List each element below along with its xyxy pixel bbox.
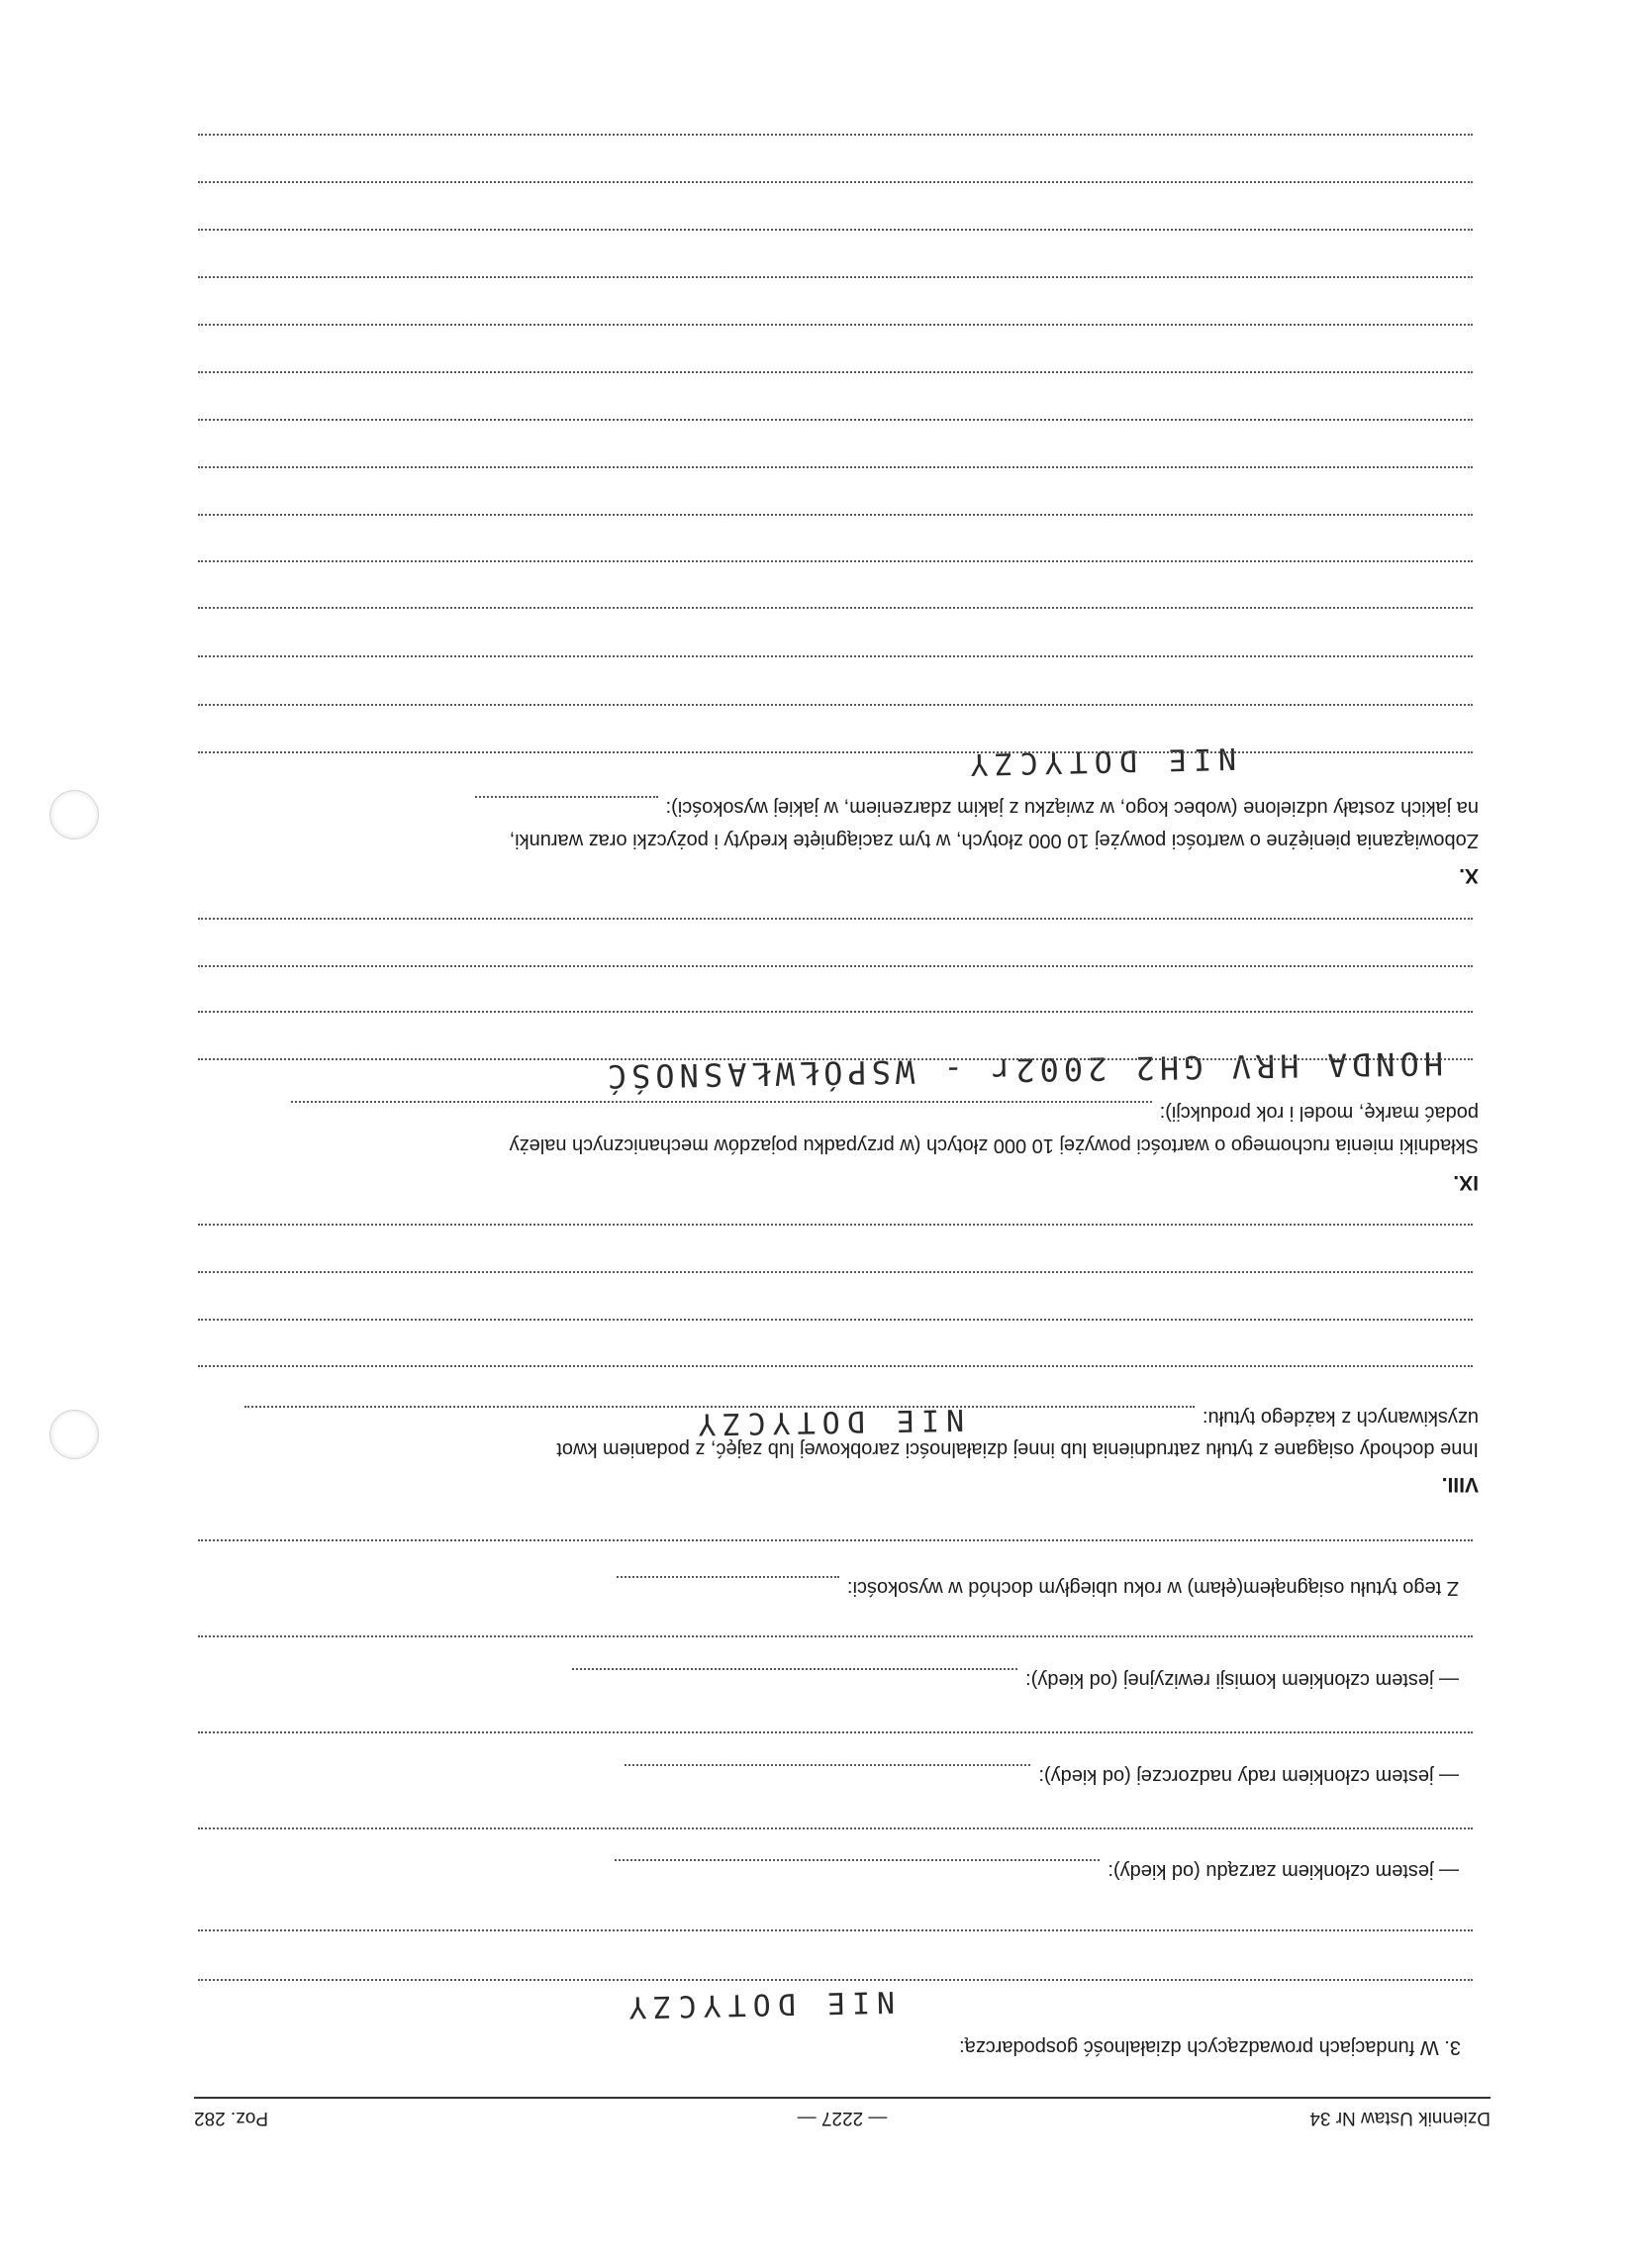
dotted-line xyxy=(198,918,1473,920)
dotted-line xyxy=(198,704,1473,706)
page-header xyxy=(194,2097,1491,2134)
section-ix-line1: Składniki mienia ruchomego o wartości powyżej 10 000 złotych (w przypadku pojazdów mechanicznych należy xyxy=(509,1134,1479,1156)
income-label: Z tego tytułu osiągnąłem(ęłam) w roku ubiegłym dochód w wysokości: xyxy=(846,1577,1459,1599)
audit-committee-text xyxy=(572,1668,1459,1692)
dotted-line xyxy=(198,1224,1473,1226)
dotted-line xyxy=(198,1011,1473,1013)
dotted-line xyxy=(198,1929,1473,1931)
dotted-line xyxy=(198,324,1473,326)
handwritten-answer: NIE DOTYCZY xyxy=(622,1984,896,2024)
section-ix-title: IX. xyxy=(1453,1171,1479,1194)
dotted-leader xyxy=(475,796,658,816)
punch-hole xyxy=(49,1410,99,1459)
section-viii-line2-text: uzyskiwanych z każdego tytułu: xyxy=(1202,1407,1479,1429)
supervisory-board-label: — jestem członkiem rady nadzorczej (od kiedy): xyxy=(1038,1765,1459,1787)
section-x-title: X. xyxy=(1459,864,1479,887)
dotted-line xyxy=(198,965,1473,967)
supervisory-board-text xyxy=(625,1764,1459,1788)
dotted-line xyxy=(198,419,1473,421)
dotted-line xyxy=(198,1827,1473,1829)
position-number: Poz. 282 xyxy=(194,2108,268,2128)
dotted-line xyxy=(198,1319,1473,1321)
income-text xyxy=(617,1576,1459,1600)
dotted-line xyxy=(198,607,1473,609)
dotted-leader xyxy=(291,1101,1152,1121)
management-board-text xyxy=(615,1859,1459,1883)
section-ix-line2 xyxy=(291,1101,1479,1125)
dotted-line xyxy=(198,1731,1473,1733)
dotted-line xyxy=(198,1058,1473,1060)
dotted-leader xyxy=(617,1576,839,1596)
item-3-text: 3. W fundacjach prowadzących działalność gospodarczą: xyxy=(959,2036,1461,2058)
dotted-line xyxy=(198,1635,1473,1637)
handwritten-answer: NIE DOTYCZY xyxy=(691,1402,965,1441)
handwritten-answer: NIE DOTYCZY xyxy=(962,740,1237,782)
dotted-leader xyxy=(625,1764,1030,1784)
section-x-line1: Zobowiązania pieniężne o wartości powyżej 10 000 złotych, w tym zaciągnięte kredyty i pożyczki oraz warunki, xyxy=(509,830,1479,851)
dotted-line xyxy=(198,1539,1473,1541)
dotted-line xyxy=(198,1365,1473,1367)
dotted-line xyxy=(198,514,1473,516)
dotted-line xyxy=(198,751,1473,753)
section-ix-line2-text: podać markę, model i rok produkcji): xyxy=(1159,1102,1479,1124)
management-board-label: — jestem członkiem zarządu (od kiedy): xyxy=(1107,1860,1459,1882)
section-viii-line1: Inne dochody osiągane z tytułu zatrudnienia lub innej działalności zarobkowej lub zajęć, z podaniem kwot xyxy=(556,1438,1479,1460)
dotted-line xyxy=(198,276,1473,278)
dotted-line xyxy=(198,466,1473,468)
dotted-leader xyxy=(615,1859,1100,1879)
dotted-line xyxy=(198,181,1473,183)
dotted-line xyxy=(198,1271,1473,1273)
dotted-line xyxy=(198,560,1473,562)
dotted-line xyxy=(198,1979,1473,1981)
handwritten-answer: HONDA HRV GH2 2002r - WSPÓŁWŁASNOŚĆ xyxy=(602,1044,1444,1096)
audit-committee-label: — jestem członkiem komisji rewizyjnej (od kiedy): xyxy=(1025,1669,1459,1691)
dotted-line xyxy=(198,655,1473,657)
section-x-line2 xyxy=(475,796,1479,820)
journal-title: Dziennik Ustaw Nr 34 xyxy=(1309,2108,1491,2128)
page-number: — 2227 — xyxy=(797,2108,888,2128)
dotted-line xyxy=(198,229,1473,231)
dotted-line xyxy=(198,134,1473,136)
section-x-line2-text: na jakich zostały udzielone (wobec kogo, w związku z jakim zdarzeniem, w jakiej wysokości): xyxy=(665,797,1479,819)
punch-hole xyxy=(49,790,99,839)
dotted-leader xyxy=(572,1668,1017,1688)
dotted-line xyxy=(198,371,1473,373)
section-viii-title: VIII. xyxy=(1441,1473,1479,1496)
